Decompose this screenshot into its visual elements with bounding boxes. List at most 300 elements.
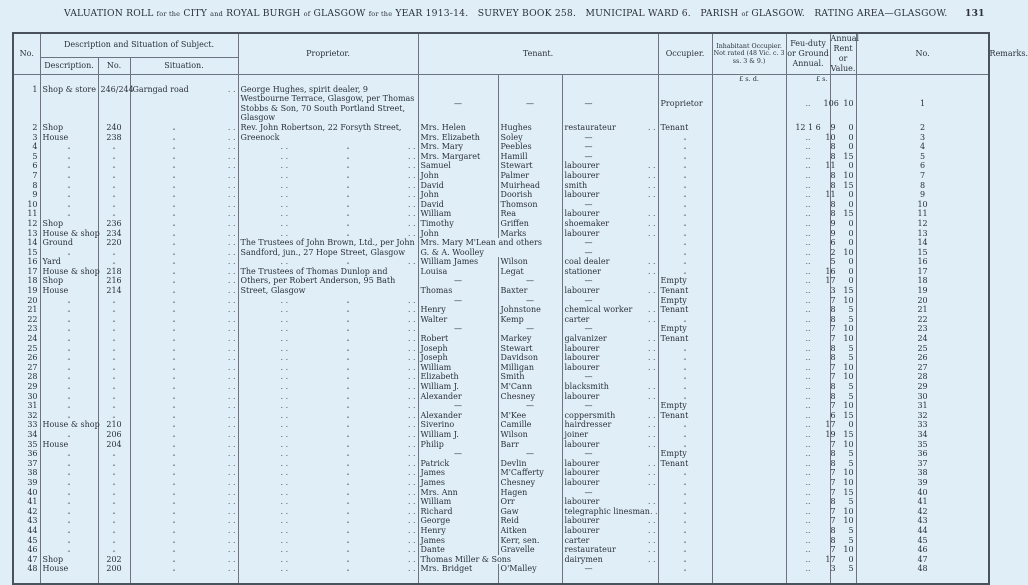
situation-cell — [130, 181, 238, 191]
tenant-occupation-cell — [562, 209, 658, 219]
street-number-cell: „ — [98, 305, 130, 315]
leader-dots: . . — [227, 84, 236, 94]
tenant-occupation-cell — [562, 181, 658, 191]
tenant-occupation-cell — [562, 229, 658, 239]
situation-cell — [130, 190, 238, 200]
row-number: 41 — [13, 497, 40, 507]
feu-duty-cell: .. — [786, 219, 830, 229]
street-number-cell: 204 — [98, 440, 130, 450]
tenant-surname-cell: Markey — [498, 334, 562, 344]
situation-cell — [130, 449, 238, 459]
leader-dots: . . — [647, 122, 656, 132]
street-number-cell: 220 — [98, 238, 130, 248]
leader-dots: . . — [647, 228, 656, 238]
pounds-value: 17 — [825, 276, 836, 286]
table-row — [13, 200, 989, 210]
tenant-forename-cell: — — [418, 296, 498, 306]
col-header-situation: Situation. — [130, 57, 238, 74]
situation-text: „ — [172, 354, 176, 362]
situation-text: „ — [172, 363, 176, 371]
title-part: GLASGOW — [313, 8, 366, 19]
feu-duty-cell: .. — [786, 200, 830, 210]
tenant-surname-cell: Stewart — [498, 161, 562, 171]
table-row — [13, 411, 989, 421]
inhabitant-occupier-cell — [712, 526, 786, 536]
row-number-right: 48 — [856, 564, 989, 574]
row-number-right: 34 — [856, 430, 989, 440]
annual-value-cell — [830, 296, 856, 306]
inhabitant-occupier-cell — [712, 430, 786, 440]
feu-duty-cell: .. — [786, 488, 830, 498]
row-number-right: 5 — [856, 152, 989, 162]
situation-cell — [130, 516, 238, 526]
street-number-cell: 218 — [98, 267, 130, 277]
proprietor-ditto-cell: . . „ . . — [238, 296, 418, 306]
row-number-right: 21 — [856, 305, 989, 315]
inhabitant-occupier-cell — [712, 478, 786, 488]
table-row — [13, 497, 989, 507]
situation-cell — [130, 545, 238, 555]
situation-text: „ — [172, 450, 176, 458]
table-row — [13, 161, 989, 171]
shillings-value: 15 — [843, 151, 854, 161]
leader-dots: . . — [227, 266, 236, 276]
tenant-occupation-cell — [562, 238, 658, 248]
description-cell: Shop — [40, 123, 98, 133]
description-cell: „ — [40, 430, 98, 440]
tenant-occupation-cell — [562, 219, 658, 229]
leader-dots: . . — [647, 391, 656, 401]
row-number: 9 — [13, 190, 40, 200]
row-number-right: 29 — [856, 382, 989, 392]
valuation-table: No. Description and Situation of Subject. Proprietor. Tenant. Occupier. Inhabitant Occupier. Not rated (48 Vic. c. 3 ss. 3 & 9.) Feu-duty or Ground Annual. Annual Rent or Value. No. Remarks. Description. No. Situation. £ s. d. £ s. 1 Shop & store 246/244 Garngad road . . George Hughes, spirit dealer, 9 Westbourne Terrace, Glasgow, per Thomas Stobbs & Son, 70 South Portland Street, Glasgow — — — Proprietor .. 106 10 1 2 Shop 240 „ . . Rev. John Robertson, 22 Forsyth Street, Greenock Mrs. Helen Hughes restaurateur . . Tenant 12 1 6 9 0 2 3 House 238 „ . . Mrs. Elizabeth Soley — „ .. 10 0 3 4 „ „ „ . . . . „ . . Mrs. Mary Peebles — „ .. 8 0 4 5 „ „ „ . . . . „ . . Mrs. Margaret Hamill — „ .. 8 15 5 6 „ „ „ . . . . „ . . Samuel Stewart labourer . . „ .. 11 0 6 7 „ „ „ . . . . „ . . John Palmer labourer . . „ .. 8 10 7 8 „ „ „ . . . . „ . . David Muirhead smith . . „ .. 8 15 8 9 „ „ „ . . . . „ . . John Doorish labourer . . „ .. 11 0 9 10 „ „ „ . . . . „ . . David Thomson — „ .. 8 0 10 11 „ „ „ . . . . „ . . William Rea labourer . . „ .. 8 15 11 12 Shop 236 „ . . . . „ . . Timothy Griffen shoemaker . . „ .. 9 0 12 13 House & shop 234 „ . . . . „ . . John Marks labourer . . „ .. 9 0 13 14 Ground 220 „ . . The Trustees of John Brown, Ltd., per John Sandford, jun., 27 Hope Street, Glasgow Mrs. Mary M'Lean and others — „ .. 6 0 14 15 „ „ „ . . G. & A. Woolley — „ .. 2 10 15 16 Yard „ „ . . . . „ . . William James Wilson coal dealer . . „ .. 5 0 16 17 House & shop 218 „ . . The Trustees of Thomas Dunlop and Others, per Robert Anderson, 95 Bath Street, Glasgow Louisa Legat stationer . . „ .. 16 0 17 18 Shop 216 „ . . — — — Empty .. 17 0 18 19 House 214 „ . . Thomas Baxter labourer . . Tenant .. 3 15 19 20 „ „ „ . . . . „ . . — — — Empty .. 7 10 20 21 „ „ „ . . . . „ . . Henry Johnstone chemical worker . . Tenant .. 8 5 21 22 „ „ „ . . . . „ . . Walter Kemp carter . . „ .. 8 5 22 23 „ „ „ . . . . „ . . — — — Empty .. 7 10 23 24 „ „ „ . . . . „ . . Robert Markey galvanizer . . Tenant .. 7 10 24 25 „ „ „ . . . . „ . . Joseph Stewart labourer . . „ .. 8 5 25 26 „ „ „ . . . . „ . . Joseph Davidson labourer . . „ .. 8 5 26 27 „ „ „ . . . . „ . . William Milligan labourer . . „ .. 7 10 27 28 „ „ „ . . . . „ . . Elizabeth Smith — „ .. 7 10 28 29 „ „ „ . . . . „ . . William J. M'Cann blacksmith . . „ .. 8 5 29 30 „ „ „ . . . . „ . . Alexander Chesney labourer . . „ .. 8 5 30 31 „ „ „ . . . . „ . . — — — Empty .. 7 10 31 32 „ „ „ . . . . „ . . Alexander M'Kee coppersmith . . Tenant .. 6 15 32 33 House & shop 210 „ . . . . „ . . Siverino Camille hairdresser . . „ .. 17 0 33 34 „ 206 „ . . . . „ . . William J. Wilson joiner . . „ .. 19 15 34 35 House 204 „ . . . . „ . . Philip Barr labourer . . „ .. 7 10 35 36 „ „ „ . . . . „ . . — — — Empty .. 8 5 36 37 „ „ „ . . . . „ . . Patrick Devlin labourer . . Tenant .. 8 5 37 38 „ „ „ . . . . „ . . James M'Cafferty labourer . . „ .. 7 10 38 39 „ „ „ . . . . „ . . James Chesney labourer . . „ .. 7 10 39 40 „ „ „ . . . . „ . . Mrs. Ann Hagen — „ .. 7 15 40 41 „ „ „ . . . . „ . . William Orr labourer . . „ .. 8 5 41 42 „ „ „ . . . . „ . . Richard Gaw telegraphic linesman . . „ .. 7 10 42 43 „ „ „ . . . . „ . . George Reid labourer . . „ .. 7 10 43 44 „ „ „ . . . . „ . . Henry Aitken labourer . . „ .. 8 5 44 45 „ „ „ . . . . „ . . James Kerr, sen. carter . . „ .. 8 5 45 46 „ „ „ . . . . „ . . Dante Gravelle restaurateur . . „ .. 7 10 46 47 Shop 202 „ . . . . „ . . Thomas Miller & Sons dairymen . . „ .. 17 0 47 48 House 200 „ . . . . „ . . Mrs. Bridget O'Malley — „ .. 3 5 48 — [12, 32, 990, 585]
tenant-surname-cell: Hagen — [498, 488, 562, 498]
tenant-surname-cell: Soley — [498, 133, 562, 143]
situation-text: „ — [172, 411, 176, 419]
table-row — [13, 181, 989, 191]
row-number: 28 — [13, 372, 40, 382]
occupation-text: carter — [564, 314, 590, 324]
tenant-occupation-cell — [562, 545, 658, 555]
leader-dots: . . — [647, 218, 656, 228]
inhabitant-occupier-cell — [712, 353, 786, 363]
row-number: 14 — [13, 238, 40, 248]
tenant-surname-cell: Davidson — [498, 353, 562, 363]
situation-text: „ — [172, 287, 176, 295]
annual-value-cell — [830, 507, 856, 517]
tenant-forename-cell: — — [418, 324, 498, 334]
occupier-cell: „ — [658, 267, 712, 277]
feu-duty-cell: .. — [786, 401, 830, 411]
annual-value-cell — [830, 526, 856, 536]
row-number: 19 — [13, 286, 40, 296]
row-number-right: 39 — [856, 478, 989, 488]
situation-cell — [130, 459, 238, 469]
street-number-cell: „ — [98, 478, 130, 488]
inhabitant-occupier-cell — [712, 219, 786, 229]
street-number-cell: 246/244 — [98, 85, 130, 123]
table-row — [13, 555, 989, 565]
leader-dots: . . — [227, 122, 236, 132]
occupation-text: — — [584, 324, 593, 334]
occupier-cell: „ — [658, 392, 712, 402]
feu-duty-cell: .. — [786, 545, 830, 555]
leader-dots: . . — [227, 142, 236, 152]
occupier-cell: Tenant — [658, 334, 712, 344]
col-header-description: Description. — [40, 57, 98, 74]
pounds-value: 19 — [825, 429, 836, 439]
leader-dots: . . — [647, 410, 656, 420]
row-number: 36 — [13, 449, 40, 459]
situation-text: „ — [172, 296, 176, 304]
tenant-forename-cell: Alexander — [418, 411, 498, 421]
table-row — [13, 209, 989, 219]
pounds-value: 106 — [823, 98, 839, 108]
inhabitant-occupier-cell — [712, 459, 786, 469]
situation-cell — [130, 209, 238, 219]
inhabitant-occupier-cell — [712, 449, 786, 459]
shillings-value: 5 — [848, 564, 854, 574]
annual-value-cell — [830, 142, 856, 152]
shillings-value: 15 — [843, 209, 854, 219]
shillings-value: 10 — [843, 247, 854, 257]
inhabitant-occupier-cell — [712, 372, 786, 382]
proprietor-cell: The Trustees of John Brown, Ltd., per John Sandford, jun., 27 Hope Street, Glasgow — [238, 238, 418, 257]
tenant-surname-cell: Milligan — [498, 363, 562, 373]
row-number: 35 — [13, 440, 40, 450]
leader-dots: . . — [647, 353, 656, 363]
street-number-cell: 214 — [98, 286, 130, 296]
street-number-cell: 202 — [98, 555, 130, 565]
street-number-cell: „ — [98, 411, 130, 421]
annual-value-cell — [830, 440, 856, 450]
description-cell: „ — [40, 392, 98, 402]
row-number-right: 36 — [856, 449, 989, 459]
proprietor-ditto-cell: . . „ . . — [238, 401, 418, 411]
title-part: of — [741, 10, 749, 18]
table-row — [13, 171, 989, 181]
situation-text: „ — [172, 565, 176, 573]
occupier-cell: „ — [658, 209, 712, 219]
inhabitant-occupier-cell — [712, 142, 786, 152]
leader-dots: . . — [227, 525, 236, 535]
pounds-value: 8 — [830, 497, 836, 507]
shillings-value: 5 — [848, 305, 854, 315]
leader-dots: . . — [649, 506, 658, 516]
row-number-right: 18 — [856, 276, 989, 286]
description-cell: Shop — [40, 276, 98, 286]
leader-dots: . . — [647, 439, 656, 449]
annual-value-cell — [825, 190, 856, 200]
situation-text: „ — [172, 239, 176, 247]
occupation-text: smith — [564, 180, 588, 190]
row-number: 4 — [13, 142, 40, 152]
description-cell: „ — [40, 161, 98, 171]
street-number-cell: „ — [98, 200, 130, 210]
col-header-feu-duty: Feu-duty or Ground Annual. — [786, 33, 830, 75]
occupation-text: labourer — [564, 228, 600, 238]
situation-text: „ — [172, 267, 176, 275]
occupation-text: dairymen — [564, 554, 603, 564]
pounds-value: 8 — [830, 314, 836, 324]
filler-cell — [130, 574, 238, 585]
inhabitant-occupier-cell — [712, 411, 786, 421]
inhabitant-occupier-cell — [712, 555, 786, 565]
occupier-cell: „ — [658, 238, 712, 248]
filler-cell — [562, 574, 658, 585]
tenant-surname-cell: Johnstone — [498, 305, 562, 315]
inhabitant-occupier-cell — [712, 152, 786, 162]
proprietor-ditto-cell: . . „ . . — [238, 181, 418, 191]
tenant-forename-cell: Mrs. Bridget — [418, 564, 498, 574]
leader-dots: . . — [647, 257, 656, 267]
pounds-value: 8 — [830, 343, 836, 353]
tenant-occupation-cell — [562, 392, 658, 402]
row-number: 16 — [13, 257, 40, 267]
shillings-value: 0 — [848, 266, 854, 276]
inhabitant-occupier-cell — [712, 229, 786, 239]
pounds-value: 7 — [830, 324, 836, 334]
feu-duty-cell: .. — [786, 181, 830, 191]
filler-cell — [712, 574, 786, 585]
situation-cell — [130, 440, 238, 450]
tenant-occupation-cell — [562, 516, 658, 526]
inhabitant-occupier-cell — [712, 267, 786, 277]
row-number-right: 9 — [856, 190, 989, 200]
occupation-text: labourer — [564, 362, 600, 372]
occupation-text: — — [584, 142, 593, 152]
col-header-proprietor: Proprietor. — [238, 33, 418, 75]
occupier-cell: „ — [658, 161, 712, 171]
situation-cell — [130, 276, 238, 286]
tenant-forename-cell: Philip — [418, 440, 498, 450]
occupation-text: blacksmith — [564, 382, 609, 391]
title-part: of — [303, 10, 311, 18]
pounds-value: 2 — [830, 247, 836, 257]
leader-dots: . . — [227, 132, 236, 142]
tenant-forename-cell: David — [418, 181, 498, 191]
feu-duty-cell: .. — [786, 497, 830, 507]
leader-dots: . . — [647, 525, 656, 535]
street-number-cell: „ — [98, 209, 130, 219]
col-header-tenant: Tenant. — [418, 33, 658, 75]
col-header-no-right: No. — [856, 33, 989, 75]
leader-dots: . . — [227, 295, 236, 305]
leader-dots: . . — [227, 334, 236, 344]
feu-duty-cell: .. — [786, 229, 830, 239]
pounds-value: 11 — [825, 161, 836, 171]
proprietor-cell: George Hughes, spirit dealer, 9 Westbourne Terrace, Glasgow, per Thomas Stobbs & Son, 70 South Portland Street, Glasgow — [238, 85, 418, 123]
annual-value-cell — [830, 497, 856, 507]
situation-text: „ — [172, 383, 176, 390]
shillings-value: 15 — [843, 487, 854, 497]
leader-dots: . . — [227, 564, 236, 574]
leader-dots: . . — [647, 209, 656, 219]
tenant-occupation-cell — [562, 449, 658, 459]
situation-text: „ — [172, 546, 176, 554]
annual-value-cell — [830, 401, 856, 411]
situation-text: „ — [172, 555, 176, 563]
annual-value-cell — [830, 257, 856, 267]
table-row — [13, 353, 989, 363]
inhabitant-occupier-cell — [712, 181, 786, 191]
feu-duty-cell: .. — [786, 449, 830, 459]
pounds-value: 8 — [830, 382, 836, 391]
shillings-value: 5 — [848, 314, 854, 324]
pounds-value: 8 — [830, 458, 836, 468]
title-part: CITY — [183, 8, 207, 19]
row-number-right: 7 — [856, 171, 989, 181]
pounds-value: 7 — [830, 545, 836, 555]
proprietor-ditto-cell: . . „ . . — [238, 229, 418, 239]
pounds-value: 7 — [830, 295, 836, 305]
inhabitant-occupier-cell — [712, 545, 786, 555]
title-part: GLASGOW. — [751, 8, 805, 19]
occupation-text: — — [584, 247, 593, 257]
row-number-right: 2 — [856, 123, 989, 133]
row-number-right: 17 — [856, 267, 989, 277]
leader-dots: . . — [227, 487, 236, 497]
table-row — [13, 248, 989, 258]
description-cell: „ — [40, 190, 98, 200]
pounds-value: 7 — [830, 362, 836, 372]
occupation-text: joiner — [564, 429, 589, 439]
tenant-surname-cell: Marks — [498, 229, 562, 239]
proprietor-ditto-cell: . . „ . . — [238, 536, 418, 546]
leader-dots: . . — [227, 161, 236, 171]
shillings-value: 5 — [848, 449, 854, 459]
pounds-value: 7 — [830, 334, 836, 344]
situation-text: „ — [172, 229, 176, 237]
tenant-surname-cell: Barr — [498, 440, 562, 450]
table-row — [13, 507, 989, 517]
tenant-forename-cell: Timothy — [418, 219, 498, 229]
row-number-right: 25 — [856, 344, 989, 354]
feu-duty-cell: .. — [786, 276, 830, 286]
table-row — [13, 229, 989, 239]
filler-cell — [98, 574, 130, 585]
leader-dots: . . — [647, 190, 656, 200]
occupier-cell: „ — [658, 420, 712, 430]
occupier-cell: „ — [658, 440, 712, 450]
inhabitant-occupier-cell — [712, 507, 786, 517]
tenant-surname-cell: Palmer — [498, 171, 562, 181]
proprietor-ditto-cell: . . „ . . — [238, 440, 418, 450]
feu-duty-cell: .. — [786, 305, 830, 315]
description-cell: „ — [40, 209, 98, 219]
tenant-forename-cell: William J. — [418, 430, 498, 440]
occupier-cell: „ — [658, 536, 712, 546]
shillings-value: 10 — [843, 334, 854, 344]
leader-dots: . . — [227, 305, 236, 315]
shillings-value: 10 — [843, 401, 854, 411]
shillings-value: 0 — [848, 218, 854, 228]
tenant-surname-cell: — — [498, 276, 562, 286]
proprietor-ditto-cell: . . „ . . — [238, 516, 418, 526]
shillings-value: 10 — [843, 98, 854, 108]
leader-dots: . . — [227, 554, 236, 564]
tenant-forename-cell: Henry — [418, 526, 498, 536]
tenant-occupation-cell — [562, 123, 658, 133]
shillings-value: 0 — [848, 161, 854, 171]
row-number-right: 38 — [856, 468, 989, 478]
street-number-cell: „ — [98, 372, 130, 382]
tenant-forename-cell: William — [418, 497, 498, 507]
tenant-surname-cell: — — [498, 296, 562, 306]
shillings-value: 10 — [843, 468, 854, 478]
annual-value-cell — [825, 161, 856, 171]
occupation-text: labourer — [564, 161, 600, 171]
filler-cell — [498, 574, 562, 585]
row-number: 43 — [13, 516, 40, 526]
tenant-occupation-cell — [562, 133, 658, 143]
occupier-cell: „ — [658, 488, 712, 498]
table-row — [13, 238, 989, 248]
street-number-cell: 206 — [98, 430, 130, 440]
leader-dots: . . — [227, 343, 236, 353]
description-cell: Shop — [40, 219, 98, 229]
tenant-forename-cell: Henry — [418, 305, 498, 315]
situation-cell — [130, 353, 238, 363]
tenant-forename-cell: Joseph — [418, 353, 498, 363]
annual-value-cell — [825, 429, 856, 440]
leader-dots: . . — [647, 497, 656, 507]
pounds-value: 8 — [830, 170, 836, 180]
row-number-right: 37 — [856, 459, 989, 469]
row-number-right: 26 — [856, 353, 989, 363]
occupier-cell: „ — [658, 430, 712, 440]
tenant-forename-cell: Siverino — [418, 420, 498, 430]
feu-duty-cell: .. — [786, 411, 830, 421]
tenant-name-cell: G. & A. Woolley — [418, 248, 562, 258]
occupation-text: — — [584, 132, 593, 142]
inhabitant-occupier-cell — [712, 248, 786, 258]
rating-area: RATING AREA—GLASGOW. — [814, 8, 948, 19]
feu-duty-cell: .. — [786, 133, 830, 143]
tenant-forename-cell: James — [418, 478, 498, 488]
tenant-occupation-cell — [562, 248, 658, 258]
shillings-value: 10 — [843, 372, 854, 382]
description-cell: „ — [40, 248, 98, 258]
situation-cell — [130, 248, 238, 258]
shillings-value: 0 — [848, 238, 854, 248]
situation-cell — [130, 334, 238, 344]
title-part: and — [210, 10, 223, 18]
occupation-text: chemical worker — [564, 305, 633, 315]
tenant-forename-cell: Mrs. Helen — [418, 123, 498, 133]
row-number: 2 — [13, 123, 40, 133]
feu-duty-cell: .. — [786, 526, 830, 536]
situation-cell — [130, 171, 238, 181]
pounds-value: 8 — [830, 142, 836, 152]
row-number-right: 6 — [856, 161, 989, 171]
annual-value-cell — [830, 392, 856, 402]
row-number: 8 — [13, 181, 40, 191]
row-number-right: 13 — [856, 229, 989, 239]
situation-cell — [130, 238, 238, 248]
tenant-surname-cell: Devlin — [498, 459, 562, 469]
leader-dots: . . — [227, 324, 236, 334]
tenant-forename-cell: William — [418, 363, 498, 373]
tenant-occupation-cell — [562, 190, 658, 200]
description-cell: „ — [40, 353, 98, 363]
situation-cell — [130, 267, 238, 277]
tenant-occupation-cell — [562, 468, 658, 478]
table-row — [13, 516, 989, 526]
row-number-right: 41 — [856, 497, 989, 507]
description-cell: House — [40, 286, 98, 296]
feu-duty-cell: .. — [786, 257, 830, 267]
